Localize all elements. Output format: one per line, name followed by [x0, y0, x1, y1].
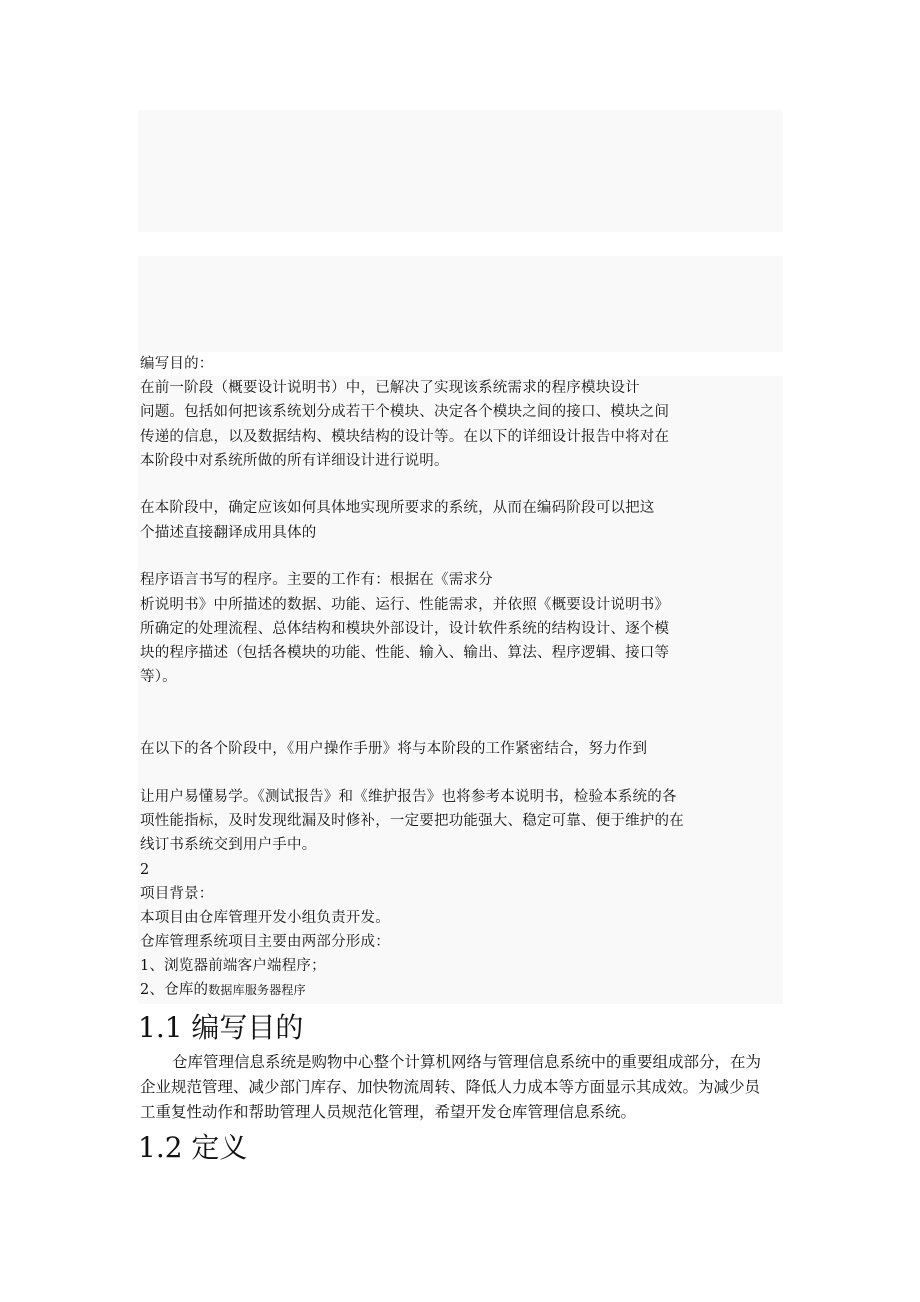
notes-line: 在以下的各个阶段中，《用户操作手册》将与本阶段的工作紧密结合，努力作到	[140, 741, 648, 757]
notes-line: 仓库管理系统项目主要由两部分形成：	[140, 934, 390, 950]
notes-line: 所确定的处理流程、总体结构和模块外部设计，设计软件系统的结构设计、逐个模	[140, 621, 670, 637]
background-label: 项目背景：	[140, 886, 214, 902]
notes-line: 问题。包括如何把该系统划分成若干个模块、决定各个模块之间的接口、模块之间	[140, 404, 670, 420]
notes-line: 传递的信息，以及数据结构、模块结构的设计等。在以下的详细设计报告中将对在	[140, 429, 670, 445]
purpose-label: 编写目的：	[140, 356, 214, 372]
notes-line: 程序语言书写的程序。主要的工作有：根据在《需求分	[140, 572, 493, 588]
notes-line: 块的程序描述（包括各模块的功能、性能、输入、输出、算法、程序逻辑、接口等	[140, 645, 670, 661]
blank-image-placeholder-1	[138, 110, 783, 232]
notes-line: 项性能指标，及时发现纰漏及时修补，一定要把功能强大、稳定可靠、便于维护的在	[140, 813, 684, 829]
body-line: 工重复性动作和帮助管理人员规范化管理，希望开发仓库管理信息系统。	[140, 1103, 637, 1121]
blank-image-placeholder-2	[138, 256, 783, 352]
list-item-prefix: 2、仓库的	[140, 982, 209, 998]
list-item-small-text: 数据库服务器程序	[208, 983, 306, 997]
section-1-1-body	[140, 1050, 785, 1125]
section-heading-1-2: 1.2 定义	[138, 1131, 248, 1164]
section-heading-1-1: 1.1 编写目的	[138, 1011, 304, 1044]
notes-line: 线订书系统交到用户手中。	[140, 837, 317, 853]
notes-line: 析说明书》中所描述的数据、功能、运行、性能需求，并依照《概要设计说明书》	[140, 597, 670, 613]
notes-line: 在前一阶段（概要设计说明书）中，已解决了实现该系统需求的程序模块设计	[140, 380, 640, 396]
body-line: 企业规范管理、减少部门库存、加快物流周转、降低人力成本等方面显示其成效。为减少员	[140, 1078, 761, 1096]
list-item: 1、浏览器前端客户端程序；	[140, 958, 326, 974]
notes-line: 本项目由仓库管理开发小组负责开发。	[140, 910, 390, 926]
list-item	[140, 980, 306, 1000]
notes-line: 本阶段中对系统所做的所有详细设计进行说明。	[140, 453, 449, 469]
notes-line: 个描述直接翻译成用具体的	[140, 525, 317, 541]
notes-line: 等）。	[140, 669, 177, 685]
page-number: 2	[140, 862, 150, 878]
body-line: 仓库管理信息系统是购物中心整个计算机网络与管理信息系统中的重要组成部分，在为	[172, 1053, 762, 1071]
notes-line: 在本阶段中，确定应该如何具体地实现所要求的系统，从而在编码阶段可以把这	[140, 500, 655, 516]
notes-line: 让用户易懂易学。《测试报告》和《维护报告》也将参考本说明书，检验本系统的各	[140, 789, 677, 805]
